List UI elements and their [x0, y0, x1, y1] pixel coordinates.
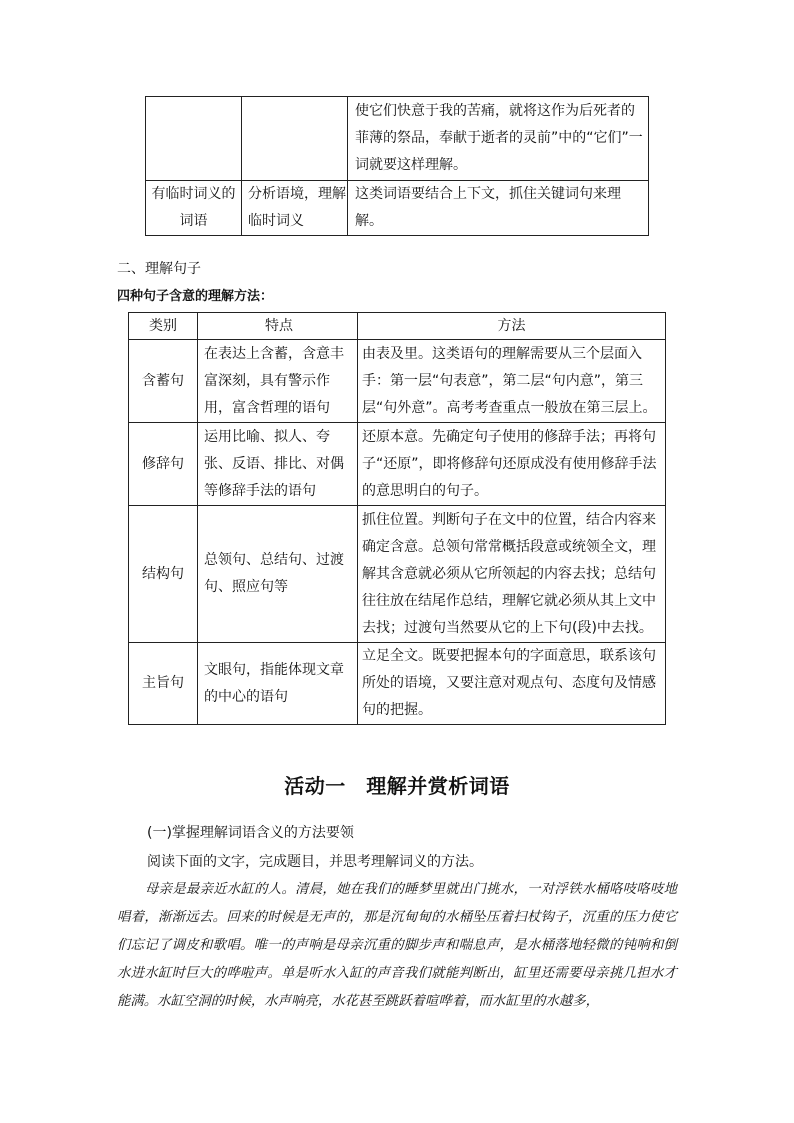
column-header: 类别: [129, 313, 198, 340]
category-cell: 有临时词义的词语: [146, 181, 242, 236]
section-subheading: 四种句子含意的理解方法：: [117, 289, 274, 304]
table-row: [129, 506, 666, 643]
feature-cell: 在表达上含蓄，含意丰富深刻，具有警示作用，富含哲理的语句: [198, 340, 358, 423]
table-header-row: [129, 313, 666, 340]
category-cell: [146, 97, 242, 181]
table-row: [146, 181, 649, 236]
method-cell: 由表及里。这类语句的理解需要从三个层面入手：第一层“句表意”，第二层“句内意”，第三层“句外意”。高考考查重点一般放在第三层上。: [358, 340, 666, 423]
feature-cell: 运用比喻、拟人、夸张、反语、排比、对偶等修辞手法的语句: [198, 423, 358, 506]
feature-cell: 总领句、总结句、过渡句、照应句等: [198, 506, 358, 643]
method-cell: [242, 97, 348, 181]
sentence-type-cell: 结构句: [129, 506, 198, 643]
method-cell: 抓住位置。判断句子在文中的位置，结合内容来确定含意。总领句常常概括段意或统领全文，理解其含意就必须从它所领起的内容去找；总结句往往放在结尾作总结，理解它就必须从其上文中去找；过渡句当然要从它的上下句(段)中去找。: [358, 506, 666, 643]
method-cell: 还原本意。先确定句子使用的修辞手法；再将句子“还原”，即将修辞句还原成没有使用修辞手法的意思明白的句子。: [358, 423, 666, 506]
column-header: 方法: [358, 313, 666, 340]
table-row: [129, 643, 666, 725]
activity-subtitle: (一)掌握理解词语含义的方法要领: [147, 825, 354, 841]
explanation-cell: 使它们快意于我的苦痛，就将这作为后死者的菲薄的祭品，奉献于逝者的灵前”中的“它们”一词就要这样理解。: [348, 97, 649, 181]
method-cell: 立足全文。既要把握本句的字面意思，联系该句所处的语境，又要注意对观点句、态度句及情感句的把握。: [358, 643, 666, 725]
table-row: [129, 423, 666, 506]
feature-cell: 文眼句，指能体现文章的中心的语句: [198, 643, 358, 725]
sentence-meaning-table: [128, 312, 666, 725]
sentence-type-cell: 主旨句: [129, 643, 198, 725]
sentence-type-cell: 含蓄句: [129, 340, 198, 423]
column-header: 特点: [198, 313, 358, 340]
activity-title: 活动一 理解并赏析词语: [284, 774, 510, 798]
table-row: [129, 340, 666, 423]
reading-passage: 母亲是最亲近水缸的人。清晨，她在我们的睡梦里就出门挑水，一对浮铁水桶咯吱咯吱地唱着，渐渐远去。回来的时候是无声的，那是沉甸甸的水桶坠压着扫杖钩子，沉重的压力使它们忘记了调皮和歌唱。唯一的声响是母亲沉重的脚步声和喘息声，是水桶落地轻微的钝响和倒水进水缸时巨大的哗啦声。单是听水入缸的声音我们就能判断出，缸里还需要母亲挑几担水才能满。水缸空洞的时候，水声响亮，水花甚至跳跃着喧哗着，而水缸里的水越多，: [117, 882, 677, 1009]
sentence-type-cell: 修辞句: [129, 423, 198, 506]
table-row: [146, 97, 649, 181]
method-cell: 分析语境，理解临时词义: [242, 181, 348, 236]
explanation-cell: 这类词语要结合上下文，抓住关键词句来理解。: [348, 181, 649, 236]
word-meaning-table: [145, 96, 649, 236]
section-heading: 二、理解句子: [117, 261, 201, 277]
activity-instruction: 阅读下面的文字，完成题目，并思考理解词义的方法。: [147, 854, 483, 870]
